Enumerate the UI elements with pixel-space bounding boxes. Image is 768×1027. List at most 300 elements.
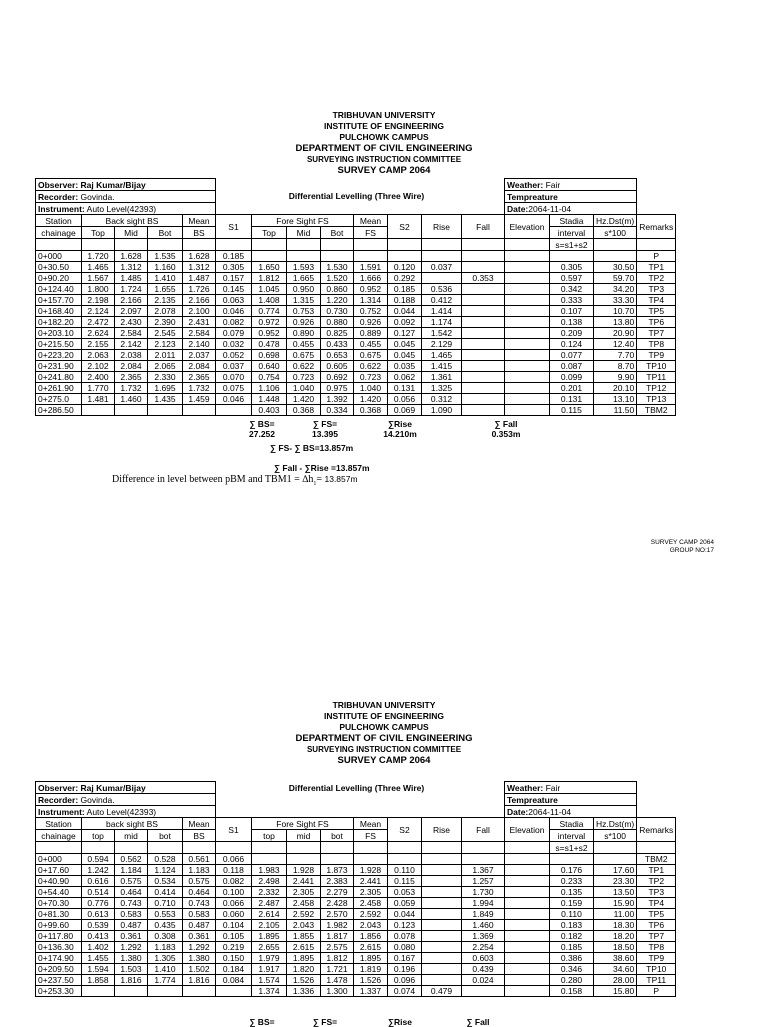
chainage-cell: 0+253.30: [36, 986, 82, 997]
elevation-cell: [505, 262, 550, 273]
fall-cell: [462, 262, 505, 273]
col-station: Station: [36, 818, 82, 830]
elevation-cell: [505, 986, 550, 997]
s1-cell: 0.084: [216, 975, 252, 986]
col-s2: S2: [388, 818, 422, 842]
bs-bot-cell: 0.414: [148, 887, 183, 898]
bs-bot-cell: 0.435: [148, 920, 183, 931]
hz-distance-cell: 15.90: [594, 898, 637, 909]
hz-distance-cell: 13.50: [594, 887, 637, 898]
elevation-cell: [505, 975, 550, 986]
remarks-cell: TP1: [637, 262, 676, 273]
fs-bot-cell: 0.605: [321, 361, 354, 372]
levelling-table: [35, 781, 676, 997]
sum-fall: ∑ Fall: [466, 1017, 490, 1027]
bs-bot-cell: 1.695: [148, 383, 183, 394]
elevation-cell: [505, 876, 550, 887]
mean-fs-cell: 0.889: [354, 328, 388, 339]
remarks-cell: TP9: [637, 953, 676, 964]
elevation-cell: [505, 953, 550, 964]
fall-cell: [462, 339, 505, 350]
rise-cell: 0.536: [422, 284, 462, 295]
fall-cell: [462, 350, 505, 361]
chainage-cell: 0+124.40: [36, 284, 82, 295]
col-s2: S2: [388, 215, 422, 239]
bs-mid-cell: 2.166: [115, 295, 148, 306]
table-row: [36, 306, 676, 317]
bs-bot-cell: [148, 986, 183, 997]
col-bs-mid: mid: [115, 830, 148, 842]
campus-name: PULCHOWK CAMPUS: [339, 722, 429, 732]
col-blank: [36, 239, 82, 251]
col-s1: S1: [216, 818, 252, 842]
fs-mid-cell: 0.455: [287, 339, 321, 350]
bs-mid-cell: 0.487: [115, 920, 148, 931]
col-chainage: chainage: [36, 830, 82, 842]
remarks-cell: TP11: [637, 975, 676, 986]
rise-cell: 2.129: [422, 339, 462, 350]
fs-top-cell: 2.655: [252, 942, 287, 953]
hz-distance-cell: 18.30: [594, 920, 637, 931]
elevation-cell: [505, 920, 550, 931]
bs-top-cell: 2.400: [82, 372, 115, 383]
bs-mid-cell: 0.361: [115, 931, 148, 942]
bs-bot-cell: [148, 405, 183, 416]
elevation-cell: [505, 931, 550, 942]
mean-bs-cell: 1.292: [183, 942, 216, 953]
s2-cell: 0.120: [388, 262, 422, 273]
mean-fs-cell: 1.856: [354, 931, 388, 942]
s2-cell: 0.131: [388, 383, 422, 394]
col-mean-fs: Mean: [354, 818, 388, 830]
mean-bs-cell: 2.037: [183, 350, 216, 361]
fs-mid-cell: 2.305: [287, 887, 321, 898]
fs-top-cell: 2.498: [252, 876, 287, 887]
s2-cell: 0.044: [388, 909, 422, 920]
fs-top-cell: 1.983: [252, 865, 287, 876]
fs-bot-cell: 1.873: [321, 865, 354, 876]
page-footer-tag: SURVEY CAMP 2064 GROUP NO:17: [650, 539, 714, 554]
col-hz-dist: Hz.Dst(m): [594, 818, 637, 830]
fs-bot-cell: 2.570: [321, 909, 354, 920]
mean-fs-cell: 2.458: [354, 898, 388, 909]
mean-fs-cell: [354, 251, 388, 262]
fs-bot-cell: 2.428: [321, 898, 354, 909]
s2-cell: 0.188: [388, 295, 422, 306]
fs-bot-cell: 2.279: [321, 887, 354, 898]
col-stadia: Stadia: [550, 818, 594, 830]
remarks-cell: TBM2: [637, 405, 676, 416]
fall-cell: [462, 251, 505, 262]
committee-name: SURVEYING INSTRUCTION COMMITTEE: [306, 745, 462, 754]
hz-distance-cell: 23.30: [594, 876, 637, 887]
hz-distance-cell: 17.60: [594, 865, 637, 876]
bs-mid-cell: 1.816: [115, 975, 148, 986]
mean-bs-cell: 0.361: [183, 931, 216, 942]
mean-bs-cell: 1.732: [183, 383, 216, 394]
fs-top-cell: [252, 251, 287, 262]
mean-bs-cell: 0.487: [183, 920, 216, 931]
rise-cell: [422, 876, 462, 887]
bs-top-cell: 1.465: [82, 262, 115, 273]
remarks-cell: P: [637, 251, 676, 262]
hz-distance-cell: 15.80: [594, 986, 637, 997]
col-fs-bot: Bot: [321, 227, 354, 239]
fs-mid-cell: [287, 854, 321, 865]
table-row: [36, 383, 676, 394]
bs-top-cell: 0.616: [82, 876, 115, 887]
elevation-cell: [505, 964, 550, 975]
fall-cell: 1.369: [462, 931, 505, 942]
rise-cell: [422, 975, 462, 986]
fs-top-cell: 2.614: [252, 909, 287, 920]
col-bs-mid: Mid: [115, 227, 148, 239]
fs-mid-cell: 2.043: [287, 920, 321, 931]
fs-mid-cell: 1.593: [287, 262, 321, 273]
mean-bs-cell: [183, 405, 216, 416]
stadia-interval-cell: 0.201: [550, 383, 594, 394]
fs-mid-cell: 0.950: [287, 284, 321, 295]
s1-cell: 0.082: [216, 876, 252, 887]
bs-mid-cell: 1.460: [115, 394, 148, 405]
remarks-cell: TP7: [637, 328, 676, 339]
bs-mid-cell: 1.485: [115, 273, 148, 284]
elevation-cell: [505, 405, 550, 416]
observer-cell: Observer: Raj Kumar/Bijay: [36, 179, 216, 191]
bs-top-cell: 2.155: [82, 339, 115, 350]
hz-distance-cell: 33.30: [594, 295, 637, 306]
bs-mid-cell: 0.464: [115, 887, 148, 898]
fs-bot-cell: 0.334: [321, 405, 354, 416]
fs-mid-cell: 0.890: [287, 328, 321, 339]
mean-bs-cell: 0.575: [183, 876, 216, 887]
bs-mid-cell: 2.097: [115, 306, 148, 317]
fs-mid-cell: 0.622: [287, 361, 321, 372]
s1-cell: 0.070: [216, 372, 252, 383]
hz-distance-cell: 9.90: [594, 372, 637, 383]
fall-cell: [462, 284, 505, 295]
col-elevation: Elevation: [505, 215, 550, 239]
fs-bot-cell: 1.220: [321, 295, 354, 306]
table-row: [36, 394, 676, 405]
s1-cell: 0.060: [216, 909, 252, 920]
fs-mid-cell: 1.040: [287, 383, 321, 394]
elevation-cell: [505, 865, 550, 876]
mean-bs-cell: 0.583: [183, 909, 216, 920]
fs-mid-cell: [287, 251, 321, 262]
s1-cell: 0.066: [216, 854, 252, 865]
stadia-interval-cell: 0.597: [550, 273, 594, 284]
hz-distance-cell: 7.70: [594, 350, 637, 361]
chainage-cell: 0+117.80: [36, 931, 82, 942]
bs-mid-cell: 1.732: [115, 383, 148, 394]
remarks-cell: TP5: [637, 306, 676, 317]
table-row: [36, 931, 676, 942]
s1-cell: 0.052: [216, 350, 252, 361]
fall-cell: [462, 306, 505, 317]
bs-bot-cell: 0.553: [148, 909, 183, 920]
fall-cell: [462, 854, 505, 865]
chainage-cell: 0+157.70: [36, 295, 82, 306]
mean-bs-cell: 0.464: [183, 887, 216, 898]
fs-mid-cell: 1.315: [287, 295, 321, 306]
elevation-cell: [505, 361, 550, 372]
stadia-interval-cell: 0.159: [550, 898, 594, 909]
fs-top-cell: 0.478: [252, 339, 287, 350]
weather-value: Fair: [545, 782, 561, 793]
s1-cell: 0.150: [216, 953, 252, 964]
s1-cell: 0.066: [216, 898, 252, 909]
col-hz-dist: Hz.Dst(m): [594, 215, 637, 227]
recorder-cell: Recorder: Govinda.: [36, 794, 216, 806]
remarks-cell: TBM2: [637, 854, 676, 865]
fs-top-cell: 1.650: [252, 262, 287, 273]
s1-cell: 0.082: [216, 317, 252, 328]
stadia-interval-cell: 0.158: [550, 986, 594, 997]
hz-distance-cell: 59.70: [594, 273, 637, 284]
rise-cell: 0.479: [422, 986, 462, 997]
bs-mid-cell: 2.142: [115, 339, 148, 350]
s2-cell: 0.167: [388, 953, 422, 964]
stadia-interval-cell: 0.107: [550, 306, 594, 317]
fs-bot-cell: 1.817: [321, 931, 354, 942]
sheet-header: [0, 700, 768, 766]
hz-distance-cell: 38.60: [594, 953, 637, 964]
col-fs-mid: mid: [287, 830, 321, 842]
mean-bs-cell: 1.726: [183, 284, 216, 295]
instrument-name: Auto Level(42393): [86, 203, 157, 214]
bs-mid-cell: 1.380: [115, 953, 148, 964]
s1-cell: 0.100: [216, 887, 252, 898]
fs-mid-cell: 0.926: [287, 317, 321, 328]
bs-top-cell: 0.413: [82, 931, 115, 942]
camp-title: SURVEY CAMP 2064: [337, 755, 431, 766]
bs-mid-cell: [115, 986, 148, 997]
bs-bot-cell: 0.534: [148, 876, 183, 887]
col-rise: Rise: [422, 215, 462, 239]
fs-mid-cell: 1.855: [287, 931, 321, 942]
elevation-cell: [505, 394, 550, 405]
fs-top-cell: 0.774: [252, 306, 287, 317]
mean-bs-cell: 1.380: [183, 953, 216, 964]
bs-top-cell: 0.594: [82, 854, 115, 865]
observer-cell: Observer: Raj Kumar/Bijay: [36, 782, 216, 794]
bs-bot-cell: 0.710: [148, 898, 183, 909]
col-fall: Fall: [462, 215, 505, 239]
stadia-interval-cell: 0.183: [550, 920, 594, 931]
fs-top-cell: 1.448: [252, 394, 287, 405]
elevation-cell: [505, 898, 550, 909]
university-name: TRIBHUVAN UNIVERSITY: [332, 110, 436, 120]
col-fs-bot: bot: [321, 830, 354, 842]
stadia-interval-cell: [550, 251, 594, 262]
remarks-cell: TP11: [637, 372, 676, 383]
fs-top-cell: 1.812: [252, 273, 287, 284]
mean-bs-cell: 2.584: [183, 328, 216, 339]
s1-cell: 0.032: [216, 339, 252, 350]
temperature-cell: Tempreature: [505, 794, 637, 806]
s2-cell: 0.127: [388, 328, 422, 339]
remarks-cell: TP2: [637, 273, 676, 284]
weather-cell: Weather: Fair: [505, 782, 637, 794]
bs-bot-cell: 2.011: [148, 350, 183, 361]
s2-cell: 0.115: [388, 876, 422, 887]
bs-bot-cell: 2.390: [148, 317, 183, 328]
fall-cell: 1.367: [462, 865, 505, 876]
col-stadia-interval: interval: [550, 227, 594, 239]
mean-fs-cell: 0.368: [354, 405, 388, 416]
fall-cell: 1.730: [462, 887, 505, 898]
table-row: [36, 876, 676, 887]
s1-cell: 0.104: [216, 920, 252, 931]
fall-cell: 1.257: [462, 876, 505, 887]
stadia-interval-cell: 0.233: [550, 876, 594, 887]
table-row: [36, 887, 676, 898]
fs-top-cell: 0.754: [252, 372, 287, 383]
table-body: [36, 854, 676, 997]
hz-distance-cell: 10.70: [594, 306, 637, 317]
table-row: [36, 361, 676, 372]
fall-cell: 0.603: [462, 953, 505, 964]
table-row: [36, 350, 676, 361]
remarks-cell: TP6: [637, 317, 676, 328]
fs-top-cell: 1.045: [252, 284, 287, 295]
s2-cell: [388, 854, 422, 865]
stadia-interval-cell: 0.110: [550, 909, 594, 920]
col-chainage: chainage: [36, 227, 82, 239]
bs-top-cell: 0.613: [82, 909, 115, 920]
mean-fs-cell: 1.314: [354, 295, 388, 306]
recorder-cell: Recorder: Govinda.: [36, 191, 216, 203]
mean-fs-cell: 0.723: [354, 372, 388, 383]
level-difference-note: Difference in level between pBM and $TBM1 = \Delta h_1= 13.857m$: [112, 474, 358, 487]
date-value: 2064-11-04: [528, 806, 572, 817]
fs-bot-cell: 0.730: [321, 306, 354, 317]
s1-cell: 0.184: [216, 964, 252, 975]
elevation-cell: [505, 339, 550, 350]
bs-mid-cell: 0.743: [115, 898, 148, 909]
date-value: 2064-11-04: [528, 203, 572, 214]
mean-fs-cell: 2.441: [354, 876, 388, 887]
fs-bot-cell: 1.721: [321, 964, 354, 975]
mean-fs-cell: 0.952: [354, 284, 388, 295]
stadia-interval-cell: 0.131: [550, 394, 594, 405]
fall-cell: [462, 383, 505, 394]
s2-cell: 0.059: [388, 898, 422, 909]
fall-cell: [462, 295, 505, 306]
table-row: [36, 986, 676, 997]
mean-bs-cell: 2.166: [183, 295, 216, 306]
chainage-cell: 0+30.50: [36, 262, 82, 273]
col-foresight: Fore Sight FS: [252, 215, 354, 227]
mean-bs-cell: 2.100: [183, 306, 216, 317]
sum-fs: ∑ FS=: [312, 1017, 338, 1027]
bs-bot-cell: 0.528: [148, 854, 183, 865]
mean-bs-cell: 1.628: [183, 251, 216, 262]
table-row: [36, 295, 676, 306]
fs-mid-cell: 1.336: [287, 986, 321, 997]
col-bs: BS: [183, 830, 216, 842]
bs-mid-cell: 2.584: [115, 328, 148, 339]
rise-cell: [422, 273, 462, 284]
sum-fall: ∑ Fall 0.353m: [491, 419, 521, 439]
fs-bot-cell: 2.575: [321, 942, 354, 953]
stadia-interval-cell: 0.185: [550, 942, 594, 953]
s2-cell: 0.092: [388, 317, 422, 328]
sum-bs: ∑ BS= 27.252: [249, 419, 275, 439]
s1-cell: [216, 405, 252, 416]
fall-cell: [462, 317, 505, 328]
fs-top-cell: 1.574: [252, 975, 287, 986]
fall-cell: 2.254: [462, 942, 505, 953]
bs-mid-cell: 1.292: [115, 942, 148, 953]
hz-distance-cell: 18.20: [594, 931, 637, 942]
bs-top-cell: 2.102: [82, 361, 115, 372]
s2-cell: 0.196: [388, 964, 422, 975]
date-cell: Date:2064-11-04: [505, 806, 637, 818]
table-row: [36, 328, 676, 339]
temperature-cell: Tempreature: [505, 191, 637, 203]
col-fs-top: top: [252, 830, 287, 842]
bs-mid-cell: 1.184: [115, 865, 148, 876]
chainage-cell: 0+000: [36, 854, 82, 865]
hz-distance-cell: 18.50: [594, 942, 637, 953]
stadia-interval-cell: 0.333: [550, 295, 594, 306]
s1-cell: 0.305: [216, 262, 252, 273]
chainage-cell: 0+174.90: [36, 953, 82, 964]
fs-top-cell: 1.895: [252, 931, 287, 942]
elevation-cell: [505, 887, 550, 898]
elevation-cell: [505, 383, 550, 394]
hz-distance-cell: 11.50: [594, 405, 637, 416]
mean-fs-cell: 0.622: [354, 361, 388, 372]
sheet-header: [0, 110, 768, 176]
col-bs-top: top: [82, 830, 115, 842]
rise-cell: 1.090: [422, 405, 462, 416]
fs-mid-cell: 2.615: [287, 942, 321, 953]
hz-distance-cell: 28.00: [594, 975, 637, 986]
bs-mid-cell: 2.430: [115, 317, 148, 328]
fs-bot-cell: 1.392: [321, 394, 354, 405]
department-name: DEPARTMENT OF CIVIL ENGINEERING: [295, 733, 473, 744]
chainage-cell: 0+182.20: [36, 317, 82, 328]
chainage-cell: 0+40.90: [36, 876, 82, 887]
mean-fs-cell: 2.305: [354, 887, 388, 898]
fs-top-cell: 1.979: [252, 953, 287, 964]
remarks-cell: TP10: [637, 964, 676, 975]
mean-fs-cell: 2.043: [354, 920, 388, 931]
fs-bot-cell: 0.653: [321, 350, 354, 361]
s1-cell: 0.046: [216, 394, 252, 405]
fs-top-cell: 0.972: [252, 317, 287, 328]
fs-mid-cell: 1.820: [287, 964, 321, 975]
mean-bs-cell: 0.561: [183, 854, 216, 865]
col-stadia-interval: interval: [550, 830, 594, 842]
s1-cell: 0.037: [216, 361, 252, 372]
rise-cell: [422, 953, 462, 964]
col-foresight: Fore Sight FS: [252, 818, 354, 830]
table-row: [36, 251, 676, 262]
bs-top-cell: 1.800: [82, 284, 115, 295]
col-fall: Fall: [462, 818, 505, 842]
col-bs: BS: [183, 227, 216, 239]
stadia-interval-cell: 0.305: [550, 262, 594, 273]
fs-mid-cell: 1.665: [287, 273, 321, 284]
mean-bs-cell: 2.084: [183, 361, 216, 372]
mean-fs-cell: 0.675: [354, 350, 388, 361]
mean-bs-cell: 1.183: [183, 865, 216, 876]
s1-cell: 0.063: [216, 295, 252, 306]
